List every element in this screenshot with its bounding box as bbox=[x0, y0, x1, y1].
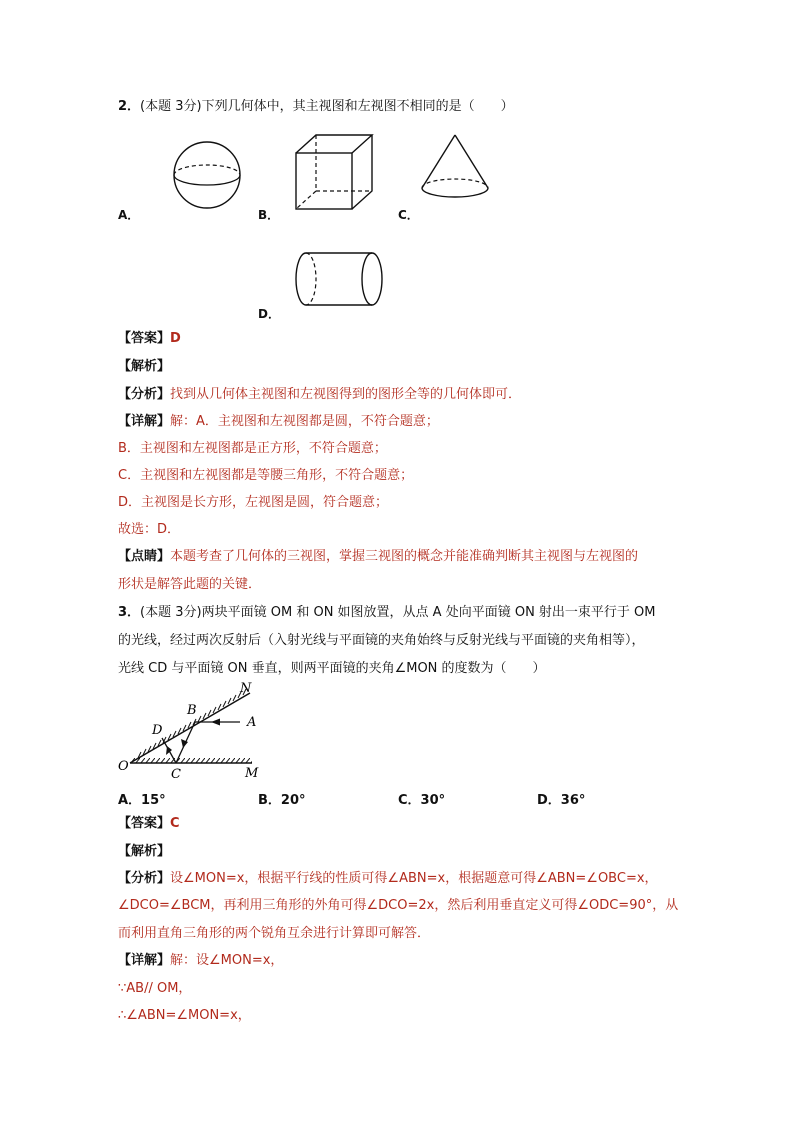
q2-option-b: B． bbox=[258, 208, 280, 222]
cube-figure bbox=[294, 133, 378, 213]
q2-answer: D bbox=[170, 331, 181, 346]
q2-analysis-tag: 【解析】 bbox=[118, 359, 171, 374]
q3-answer: C bbox=[170, 816, 180, 831]
q3-detail-1: 解：设∠MON=x， bbox=[170, 953, 284, 968]
q3-analysis-tag: 【解析】 bbox=[118, 844, 171, 859]
sphere-figure bbox=[170, 140, 246, 212]
label-a: A bbox=[247, 715, 257, 730]
q2-detail-line-1 bbox=[118, 413, 439, 431]
q2-fenxi: 找到从几何体主视图和左视图得到的图形全等的几何体即可． bbox=[170, 387, 522, 402]
q3-option-d: D．36° bbox=[537, 793, 586, 808]
q3-answer-tag: 【答案】 bbox=[118, 816, 171, 831]
q3-fenxi-2: ∠DCO=∠BCM，再利用三角形的外角可得∠DCO=2x，然后利用垂直定义可得∠ODC=90°，从 bbox=[118, 898, 679, 913]
q2-detail-1: 解：A．主视图和左视图都是圆，不符合题意； bbox=[170, 414, 439, 429]
q3-prefix: (本题 3分) bbox=[140, 605, 202, 620]
label-m: M bbox=[245, 766, 259, 781]
q2-detail-5: 故选：D． bbox=[118, 522, 181, 537]
mirror-figure bbox=[110, 680, 280, 785]
q3-stem-line-1 bbox=[118, 604, 656, 622]
q3-stem-3: 光线 CD 与平面镜 ON 垂直，则两平面镜的夹角∠MON 的度数为（ ） bbox=[118, 661, 546, 676]
label-n: N bbox=[240, 681, 252, 696]
q3-option-c: C．30° bbox=[398, 793, 446, 808]
q3-stem-1: 两块平面镜 OM 和 ON 如图放置，从点 A 处向平面镜 ON 射出一束平行于 OM bbox=[201, 605, 656, 620]
q2-option-c: C． bbox=[398, 208, 419, 222]
q2-fenxi-tag: 【分析】 bbox=[118, 387, 171, 402]
q3-fenxi-tag: 【分析】 bbox=[118, 871, 171, 886]
q3-detail-line-1 bbox=[118, 952, 283, 970]
q2-fenxi-line bbox=[118, 386, 521, 404]
cone-figure bbox=[418, 133, 494, 205]
label-b: B bbox=[187, 703, 197, 718]
q2-prefix: (本题 3分) bbox=[140, 99, 202, 114]
cylinder-figure bbox=[292, 250, 386, 310]
q3-option-b: B．20° bbox=[258, 793, 306, 808]
q3-fenxi-line-1 bbox=[118, 870, 658, 888]
q3-detail-3: ∴∠ABN=∠MON=x， bbox=[118, 1008, 251, 1023]
q3-option-a: A．15° bbox=[118, 793, 166, 808]
q2-detail-2: B．主视图和左视图都是正方形，不符合题意； bbox=[118, 441, 387, 456]
q2-detail-3: C．主视图和左视图都是等腰三角形，不符合题意； bbox=[118, 468, 414, 483]
label-c: C bbox=[171, 767, 181, 782]
q2-option-d: D． bbox=[258, 307, 280, 321]
q2-answer-tag: 【答案】 bbox=[118, 331, 171, 346]
arrow-ab bbox=[211, 719, 220, 726]
q2-dianjing-line-1 bbox=[118, 548, 638, 566]
q2-dianjing-tag: 【点睛】 bbox=[118, 549, 171, 564]
q3-detail-tag: 【详解】 bbox=[118, 953, 171, 968]
label-o: O bbox=[118, 759, 129, 774]
q2-detail-4: D．主视图是长方形，左视图是圆，符合题意； bbox=[118, 495, 389, 510]
q2-dianjing-1: 本题考查了几何体的三视图，掌握三视图的概念并能准确判断其主视图与左视图的 bbox=[170, 549, 639, 564]
q2-number: 2． bbox=[118, 99, 141, 114]
q2-stem-text: 下列几何体中，其主视图和左视图不相同的是（ ） bbox=[201, 99, 514, 114]
q3-detail-2: ∵AB// OM， bbox=[118, 981, 192, 996]
label-d: D bbox=[152, 723, 163, 738]
q3-number: 3． bbox=[118, 605, 141, 620]
q3-stem-2: 的光线，经过两次反射后（入射光线与平面镜的夹角始终与反射光线与平面镜的夹角相等）， bbox=[118, 633, 645, 648]
q2-dianjing-2: 形状是解答此题的关键． bbox=[118, 577, 262, 592]
q3-fenxi-1: 设∠MON=x，根据平行线的性质可得∠ABN=x，根据题意可得∠ABN=∠OBC=x， bbox=[170, 871, 658, 886]
q2-detail-tag: 【详解】 bbox=[118, 414, 171, 429]
q2-stem bbox=[118, 98, 514, 116]
q2-option-a: A． bbox=[118, 208, 140, 222]
q3-fenxi-3: 而利用直角三角形的两个锐角互余进行计算即可解答． bbox=[118, 926, 431, 941]
q3-answer-line bbox=[118, 815, 180, 833]
q2-answer-line bbox=[118, 330, 181, 348]
